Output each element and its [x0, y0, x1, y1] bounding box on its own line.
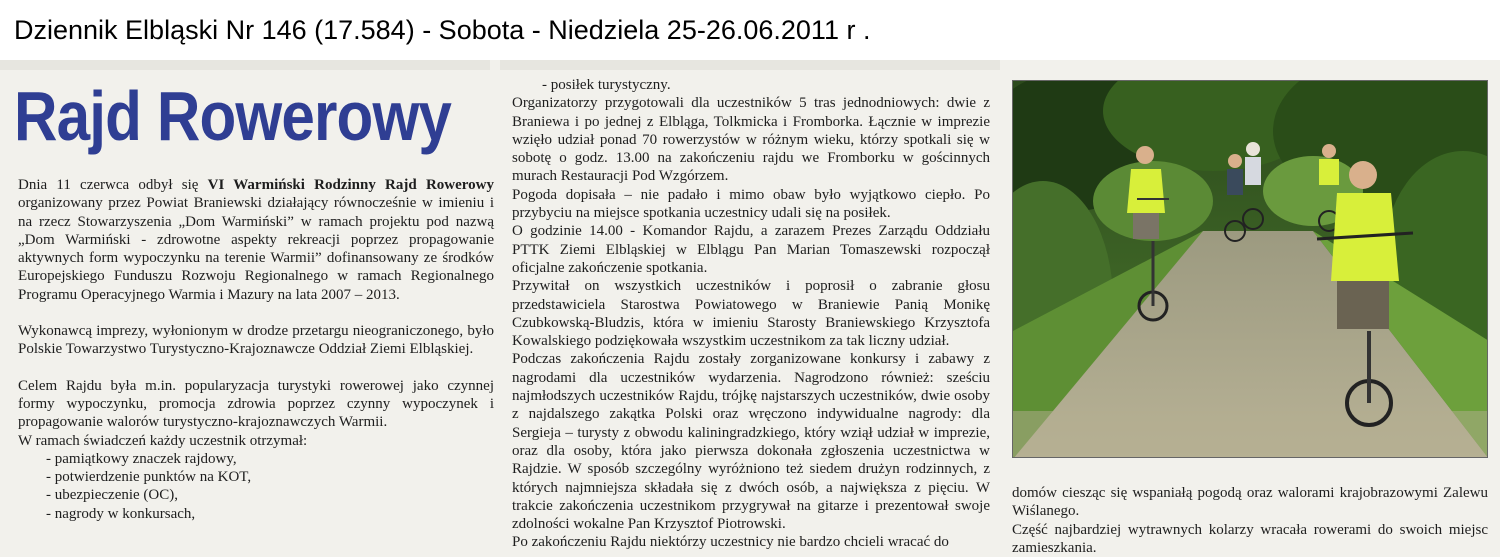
- paragraph-awards: Podczas zakończenia Rajdu zostały zorganizowane konkursy i zabawy z nagrodami dla uczestników wydarzenia. Nagrodzono również: sześciu najmłodszych uczestników Rajdu, trójkę najstarszych uczestników, dwie osoby z najdalszego zakątka Polski oraz wręczono indywidualne nagrody: dla Sergieja – turysty z obwodu kaliningradzkiego, który wziął udział w imprezie, oraz dla osoby, która jako pierwsza dokonała zgłoszenia uczestnictwa w Rajdzie. W sposób szczególny wyróżniono też siedem drużyn rodzinnych, z których najmniejsza składała się z dwóch osób, a największa z pięciu. W trakcie zakończenia uczestnikom przygrywał na gitarze i prezentował swoje zdolności wokalne Pan Krzysztof Piotrowski.: [512, 351, 990, 533]
- list-item: - nagrody w konkursach,: [46, 505, 196, 522]
- paragraph-routes: Organizatorzy przygotowali dla uczestników 5 tras jednodniowych: dwie z Braniewa i po jednej z Elbląga, Tolkmicka i Fromborka. Łącznie w imprezie wzięło udział ponad 70 rowerzystów w różnym wieku, którzy spotkali się w sobotę o godz. 13.00 na zakończeniu rajdu we Fromborku w gościnnych murach Restauracji Pod Wzgórzem.: [512, 95, 990, 185]
- paragraph-organizer: Wykonawcą imprezy, wyłonionym w drodze przetargu nieograniczonego, było Polskie Towarzystwo Turystyczno-Krajoznawcze Oddział Ziemi Elbląskiej.: [18, 323, 494, 358]
- article-headline: Rajd Rowerowy: [14, 77, 452, 155]
- paragraph-intro: Dnia 11 czerwca odbył się VI Warmiński Rodzinny Rajd Rowerowy organizowany przez Powiat Braniewski działający równocześnie w imieniu i na rzecz Stowarzyszenia „Dom Warmiński” w ramach projektu pod nazwą „Dom Warmiński - zdrowotne aspekty rekreacji poprzez propagowanie aktywnych form wypoczynku na terenie Warmii” dofinansowany ze środków Europejskiego Funduszu Rozwoju Regionalnego w ramach Regionalnego Programu Operacyjnego Warmia i Mazury na lata 2007 – 2013.: [18, 177, 494, 303]
- paragraph-welcome: Przywitał on wszystkich uczestników i poprosił o zabranie głosu przedstawiciela Starostwa Powiatowego w Braniewie Panią Monikę Czubkowską-Bludzis, która w imieniu Starosty Braniewskiego Krzysztofa Kowalskiego podziękowała wszystkim uczestnikom za tak liczny udział.: [512, 278, 990, 350]
- cyclists-photo: [1012, 80, 1488, 458]
- list-item: - ubezpieczenie (OC),: [46, 487, 179, 504]
- page-header-title: Dziennik Elbląski Nr 146 (17.584) - Sobota - Niedziela 25-26.06.2011 r .: [14, 15, 871, 45]
- paragraph-ceremony: O godzinie 14.00 - Komandor Rajdu, a zarazem Prezes Zarządu Oddziału PTTK Ziemi Elbląskiej w Elblągu Pan Marian Tomaszewski rozpoczął oficjalne zakończenie spotkania.: [512, 223, 990, 276]
- article-column-3: [1012, 484, 1488, 557]
- paragraph-after: Po zakończeniu Rajdu niektórzy uczestnicy nie bardzo chcieli wracać do: [512, 534, 949, 551]
- paragraph-benefits: W ramach świadczeń każdy uczestnik otrzymał:: [18, 432, 308, 449]
- paragraph-goal: Celem Rajdu była m.in. popularyzacja turystyki rowerowej jako czynnej formy wypoczynku, promocja zdrowia poprzez czynny wypoczynek i propagowanie walorów turystyczno-krajoznawczych Warmii.: [18, 377, 494, 431]
- article-column-1: [18, 176, 494, 523]
- paragraph-riders: Część najbardziej wytrawnych kolarzy wracała rowerami do swoich miejsc zamieszkania.: [1012, 521, 1488, 556]
- faded-neighbor-strip: [500, 60, 1000, 70]
- paragraph-return: domów ciesząc się wspaniałą pogodą oraz walorami krajobrazowymi Zalewu Wiślanego.: [1012, 485, 1488, 520]
- rally-name: VI Warmiński Rodzinny Rajd Rowerowy: [207, 177, 494, 193]
- list-item: - posiłek turystyczny.: [542, 77, 671, 93]
- paragraph-weather: Pogoda dopisała – nie padało i mimo obaw było wyjątkowo ciepło. Po przybyciu na miejsce spotkania uczestnicy udali się na posiłek.: [512, 186, 990, 222]
- faded-neighbor-strip: [0, 60, 490, 70]
- article-column-2: [512, 76, 990, 552]
- list-item: - pamiątkowy znaczek rajdowy,: [46, 450, 237, 467]
- list-item: - potwierdzenie punktów na KOT,: [46, 469, 252, 486]
- newspaper-clipping: [0, 60, 1500, 557]
